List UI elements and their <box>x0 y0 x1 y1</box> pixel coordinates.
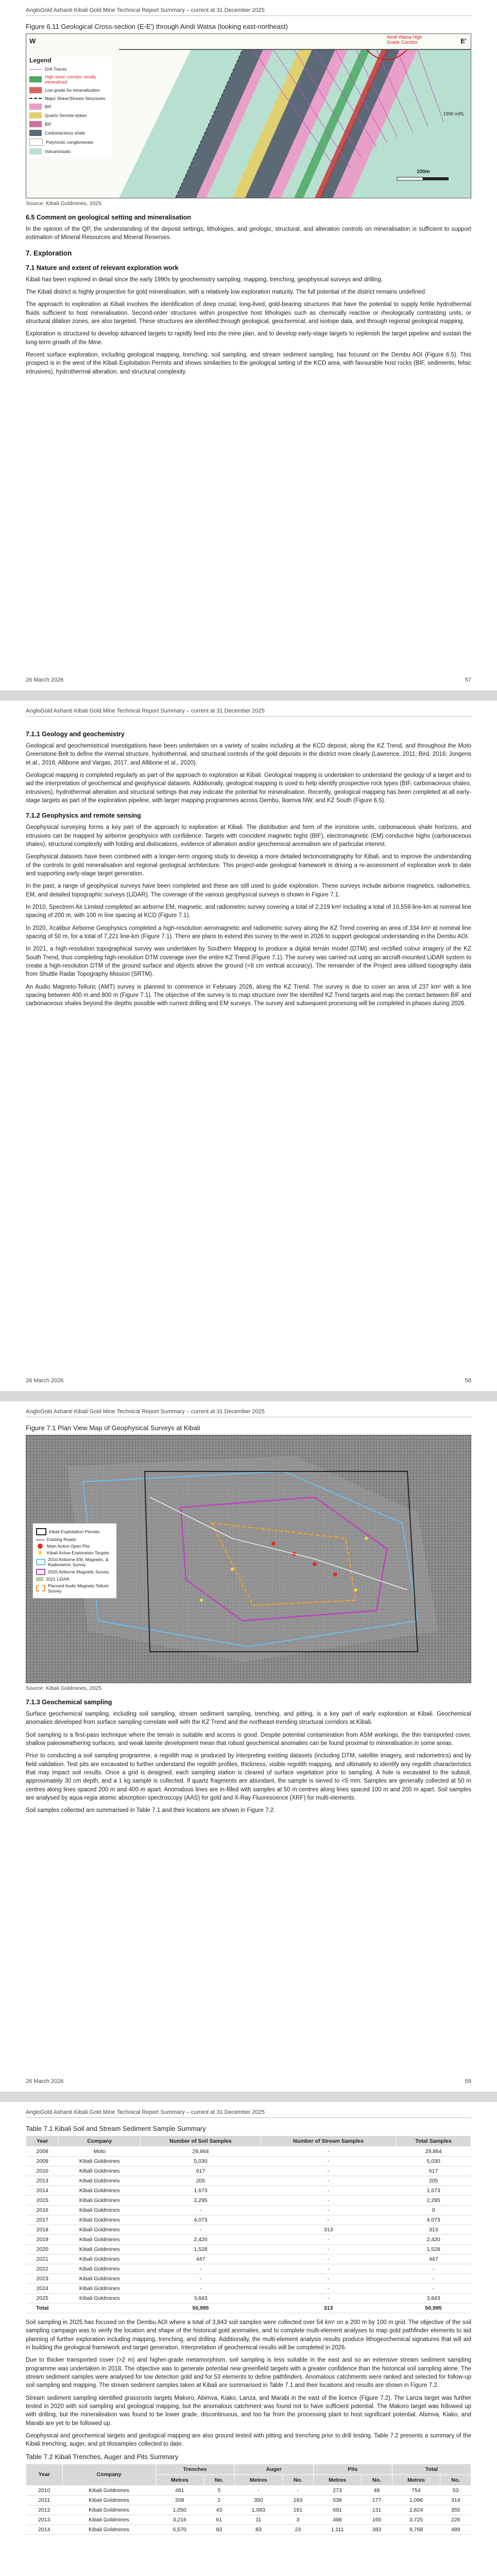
section-heading: 7.1 Nature and extent of relevant exploration work <box>26 264 179 272</box>
paragraph: Prior to conducting a soil sampling programme, a regolith map is produced by interpreting existing datasets (including DTM, satellite imagery, and radiometrics) and by field validation. Test pits are excavated to further understand the regolith profiles, thickness, visible regolith mapping, and ultimately to identify any regolith characteristics that may impact soil results. Once a grid is designed, each sampling station is cleared of surface vegetation prior to sampling. A hole is excavated to the subsoil, approximately 30 cm depth, and a 1 kg sample is collected. If quartz fragments are abundant, the sample is sieved to <5 mm. Samples are generally collected at 50 m centres along lines spaced 200 m and 400 m apart. Anomalous lines are in-filled with samples at 50 m centres along lines spaced 100 m and 200 m apart. Soil samples are analysed by aqua-regia atomic absorption spectroscopy (AAS) for gold and X-Ray Fluorescence (XRF) for multi-elements. <box>26 1753 471 1801</box>
table-cell: 617 <box>396 2166 471 2176</box>
table-cell: 183 <box>283 2495 314 2505</box>
table-cell: Kibali Goldmines <box>59 2196 141 2206</box>
table-cell: 11 <box>234 2515 282 2524</box>
table-header: Year <box>26 2464 63 2485</box>
table-cell: 2021 <box>26 2255 59 2264</box>
table-row <box>26 2215 471 2225</box>
trench-auger-pit-table <box>26 2464 471 2535</box>
paragraph: In 2020, Xcalibur Airborne Geophysics completed a high-resolution aeromagnetic and radiometric survey along the KZ Trend covering an area of 334 km² at nominal line spacing of 50 m, for a total of 7,221 line-km (Figure 7.1). There are plans to extend this survey to the west in 2026 to support geological understanding in the Dembu AOI. <box>26 925 471 940</box>
scale-label: 100m <box>417 169 430 175</box>
table-cell: - <box>261 2166 396 2176</box>
table-cell: 205 <box>141 2176 261 2186</box>
table-cell: 29,864 <box>141 2147 261 2157</box>
table-cell: 2018 <box>26 2225 59 2235</box>
table-subheader: No. <box>203 2475 234 2485</box>
table-cell: 1,050 <box>156 2505 203 2515</box>
table-cell <box>59 2303 141 2313</box>
paragraph: In the opinion of the QP, the understanding of the deposit settings, lithologies, and geologic, structural, and alteration controls on mineralisation is sufficient to support estimation of Mineral Resources and Mineral Reserves. <box>26 226 471 241</box>
header-rule <box>26 2117 471 2118</box>
paragraph: Surface geochemical sampling, including soil sampling, stream sediment sampling, trenching, and pitting, is a key part of early exploration at Kibali. Geochemical anomalies developed from surface sampling correlate well with the KZ Trend and the northeast-trending structural corridors at Kibali. <box>26 1711 471 1726</box>
table-cell: 2 <box>203 2495 234 2505</box>
table-cell: 4,073 <box>396 2215 471 2225</box>
paragraph: In 2010, Spectrem Air Limited completed an airborne EM, magnetic, and radiometric survey covering a total of 2,219 km² including a total of 10,559 line-km at nominal line spacing of 200 m, with 100 m line spacing at KCD (Figure 7.1). <box>26 904 471 919</box>
table-cell: Kibali Goldmines <box>62 2505 156 2515</box>
section-e-label: E' <box>460 37 467 45</box>
section-heading: 7.1.3 Geochemical sampling <box>26 1699 112 1706</box>
table-header: Total Samples <box>396 2136 471 2147</box>
table-cell: - <box>261 2157 396 2166</box>
table-subheader: Metres <box>313 2475 361 2485</box>
table-cell: - <box>141 2284 261 2294</box>
table-cell: 3,843 <box>396 2294 471 2303</box>
table-subheader: No. <box>283 2475 314 2485</box>
legend-item: Quartz-Sericite dykes <box>29 112 112 118</box>
table-cell: 2025 <box>26 2294 59 2303</box>
table-cell: 3,725 <box>392 2515 440 2524</box>
table-cell: 48 <box>362 2485 392 2495</box>
table-cell: 2013 <box>26 2515 63 2524</box>
table-cell: - <box>261 2196 396 2206</box>
table-cell: Moto <box>59 2147 141 2157</box>
table-cell: 2013 <box>26 2176 59 2186</box>
table-cell: 43 <box>203 2505 234 2515</box>
legend-swatch <box>29 148 42 155</box>
geophysics-map <box>26 1435 471 1683</box>
table-header: Company <box>59 2136 141 2147</box>
cross-section-figure <box>26 33 471 198</box>
elevation-label: 1990 mRL <box>443 111 465 116</box>
table-cell: Kibali Goldmines <box>59 2294 141 2303</box>
table-cell: 538 <box>313 2495 361 2505</box>
paragraph: Geophysical and geochemical targets and geological mapping are also ground tested with pitting and trenching prior to drill testing. Table 7.2 presents a summary of the Kibali trenching, auger, and pit tilosamples collected to date. <box>26 2432 471 2448</box>
paragraph: An Audio Magneto-Telluric (AMT) survey is planned to commence in February 2026, along the KZ Trend. The survey is due to cover an area of 237 km² with a line spacing between 400 m and 800 m (Figure 7.1). The objective of the survey is to map structure over the identified KZ Trend targets and map the contact between BIF and carbonaceous shales beyond the depths possible with current drilling and EM surveys. The survey and subsequent processing will be completed in phases during 2026. <box>26 984 471 1007</box>
table-cell: - <box>283 2485 314 2495</box>
table-row <box>26 2524 471 2534</box>
paragraph: Recent surface exploration, including geological mapping, trenching, soil sampling, and stream sediment sampling, has focused on the Dembu AOI (Figure 6.5). This prospect is in the west of the Kibali Exploitation Permits and shows similarities to the geological setting of the KCD area, with favourable host rocks (BIF, sediments, felsic intrusives), hydrothermal alteration, and structural complexity. <box>26 351 471 375</box>
legend-item: Existing Roads <box>36 1537 113 1542</box>
table-row <box>26 2264 471 2274</box>
table-cell: 2,295 <box>141 2196 261 2206</box>
page-60 <box>0 2102 497 2576</box>
soil-sample-table <box>26 2136 471 2313</box>
legend-item: 2010 Airborne EM, Magnetic, & Radiometric Survey <box>36 1557 113 1567</box>
legend-item: Drill Traces <box>29 66 112 72</box>
table-row <box>26 2186 471 2196</box>
table-cell: 61 <box>203 2515 234 2524</box>
table-row <box>26 2515 471 2524</box>
legend-item: BIF <box>29 121 112 127</box>
table-cell: 2016 <box>26 2206 59 2215</box>
table-cell: 83 <box>203 2524 234 2534</box>
table-cell: 181 <box>283 2505 314 2515</box>
table-row <box>26 2245 471 2255</box>
page-57 <box>0 0 497 690</box>
legend-item: Major Shear/Stream Structures <box>29 96 112 101</box>
table-cell: 2014 <box>26 2524 63 2534</box>
table-subheader: Metres <box>156 2475 203 2485</box>
table-cell: - <box>261 2245 396 2255</box>
table-cell: 1,673 <box>141 2186 261 2196</box>
paragraph: The approach to exploration at Kibali involves the identification of deep crustal, long-lived, gold-bearing structures that have the potential to supply fertile hydrothermal fluids sufficient to host mineralisation. Second-order structures within prospective host lithologies such as chemically reactive or rheologically contrasting units, or structural dilation zones, are also targeted. These structures are identified through geological, geochemical, and isotope data, and through regional geological mapping. <box>26 301 471 325</box>
table-cell: - <box>261 2264 396 2274</box>
legend-swatch <box>29 87 42 93</box>
table-cell: 29,864 <box>396 2147 471 2157</box>
page-header: AngloGold Ashanti Kibali Gold Mine Technical Report Summary – current at 31 December 2025 <box>26 7 265 13</box>
table-cell: - <box>141 2206 261 2215</box>
table-cell: 23 <box>283 2524 314 2534</box>
table-cell: 2,420 <box>141 2235 261 2245</box>
table-caption: Table 7.1 Kibali Soil and Stream Sediment Sample Summary <box>26 2125 206 2132</box>
header-rule <box>26 15 471 16</box>
table-cell: - <box>261 2215 396 2225</box>
table-row <box>26 2255 471 2264</box>
paragraph: Exploration is structured to develop advanced targets to rapidly feed into the mine plan, and to develop early-stage targets to replenish the target pipeline and sustain the long-term growth of the Mine. <box>26 331 471 346</box>
table-subheader: Metres <box>234 2475 282 2485</box>
page-header: AngloGold Ashanti Kibali Gold Mine Technical Report Summary – current at 31 December 2025 <box>26 2109 265 2115</box>
table-cell: 313 <box>396 2225 471 2235</box>
paragraph: Kibali has been explored in detail since the early 1990s by geochemistry sampling, mapping, trenching, geophysical surveys and drilling. <box>26 276 383 283</box>
table-cell: Kibali Goldmines <box>62 2485 156 2495</box>
table-cell: 5 <box>203 2485 234 2495</box>
table-cell: 2017 <box>26 2215 59 2225</box>
table-cell: 1,673 <box>396 2186 471 2196</box>
figure-caption: Figure 7.1 Plan View Map of Geophysical Surveys at Kibali <box>26 1424 200 1432</box>
paragraph: Geological mapping is completed regularly as part of the approach to exploration at Kibali. Geological mapping is undertaken to understand the geology of a target and to aid the interpretation of geochemical and geophysical datasets. Additionally, geological mapping is used to help identify prospective rock types (BIF, carbonaceous shales, intrusives), hydrothermal alteration and structural settings that may indicate the potential for mineralisation. Recently, geological mapping has been completed at all early-stage targets as part of the exploration pipeline, with larger mapping programmes across Dembu, Ikamva NW, and KZ South (Figure 6.5). <box>26 772 471 804</box>
map-legend <box>32 1523 117 1599</box>
legend-item: Carbonaceous shale <box>29 130 112 136</box>
table-cell: 481 <box>156 2485 203 2495</box>
table-cell: - <box>396 2274 471 2284</box>
table-cell: - <box>261 2147 396 2157</box>
legend-swatch <box>29 98 42 99</box>
table-cell: Kibali Goldmines <box>59 2245 141 2255</box>
page-footer: 26 March 2026 57 <box>26 677 471 683</box>
table-cell: 50,995 <box>141 2303 261 2313</box>
table-cell: 53 <box>440 2485 471 2495</box>
table-caption: Table 7.2 Kibali Trenches, Auger and Pits Summary <box>26 2452 179 2461</box>
legend-item: Low grade Au mineralization <box>29 87 112 93</box>
table-cell: 2022 <box>26 2264 59 2274</box>
table-subheader: No. <box>362 2475 392 2485</box>
legend-item: Kibali Exploitation Permits <box>36 1528 113 1535</box>
table-cell: - <box>141 2264 261 2274</box>
table-row <box>26 2147 471 2157</box>
table-cell: 2009 <box>26 2157 59 2166</box>
legend-swatch <box>29 130 42 136</box>
table-cell: 165 <box>362 2515 392 2524</box>
legend-item: High strain corridor, locally mineralized <box>29 74 112 84</box>
table-cell: 2,420 <box>396 2235 471 2245</box>
table-cell: - <box>396 2284 471 2294</box>
table-cell: 131 <box>362 2505 392 2515</box>
table-cell: 383 <box>362 2524 392 2534</box>
table-cell: 177 <box>362 2495 392 2505</box>
legend-swatch <box>29 121 42 127</box>
table-cell: Kibali Goldmines <box>59 2186 141 2196</box>
legend-item: 2020 Airborne Magnetic Survey <box>36 1569 113 1575</box>
table-cell: Kibali Goldmines <box>59 2264 141 2274</box>
table-cell: 50,995 <box>396 2303 471 2313</box>
table-cell: 355 <box>440 2505 471 2515</box>
legend-swatch <box>29 139 43 146</box>
figure-source: Source: Kibali Goldmines, 2025 <box>26 200 102 207</box>
table-cell: 5,030 <box>141 2157 261 2166</box>
table-row <box>26 2284 471 2294</box>
table-row <box>26 2176 471 2186</box>
table-cell: - <box>141 2274 261 2284</box>
table-cell: - <box>234 2485 282 2495</box>
table-cell: Total <box>26 2303 59 2313</box>
table-cell: 273 <box>313 2485 361 2495</box>
table-cell: Kibali Goldmines <box>59 2255 141 2264</box>
table-row <box>26 2274 471 2284</box>
table-cell: 314 <box>440 2495 471 2505</box>
legend-title: Legend <box>29 57 52 64</box>
page-58 <box>0 701 497 1391</box>
paragraph: Due to thicker transported cover (>2 m) and higher-grade metamorphism, soil sampling is less suitable in the east and so an extensive stream sediment sampling programme was undertaken in 2018. The objective was to generate potential new greenfield targets with a greater confidence than the historical soil sampling alone. The stream sediment samples were analysed for low detection gold and for 53 elements to define pathfinders. Anomalous catchments were ranked and selected for follow-up soil sampling and mapping. The stream sediment samples taken at Kibali are summarised in Table 7.1 and their locations and results are shown in Figure 7.2. <box>26 2357 471 2389</box>
header-rule <box>26 716 471 717</box>
legend-swatch <box>29 112 42 118</box>
legend-item: Polymictic conglomerate <box>29 139 112 146</box>
table-cell: Kibali Goldmines <box>59 2215 141 2225</box>
legend <box>29 57 112 157</box>
table-header: Trenches <box>156 2464 234 2475</box>
page-footer: 26 March 2026 58 <box>26 1378 471 1384</box>
page-header: AngloGold Ashanti Kibali Gold Mine Technical Report Summary – current at 31 December 2025 <box>26 708 265 714</box>
table-row <box>26 2495 471 2505</box>
table-header: Number of Soil Samples <box>141 2136 261 2147</box>
table-row <box>26 2196 471 2206</box>
table-cell: - <box>141 2225 261 2235</box>
table-cell: 4,073 <box>141 2215 261 2225</box>
table-cell: - <box>396 2264 471 2274</box>
table-cell: 3 <box>283 2515 314 2524</box>
legend-swatch <box>29 69 42 70</box>
table-cell: Kibali Goldmines <box>59 2157 141 2166</box>
table-cell: 228 <box>440 2515 471 2524</box>
table-row <box>26 2157 471 2166</box>
table-cell: - <box>261 2274 396 2284</box>
section-heading: 7. Exploration <box>26 249 72 257</box>
table-cell: Kibali Goldmines <box>59 2176 141 2186</box>
section-heading: 7.1.2 Geophysics and remote sensing <box>26 812 141 820</box>
pit-label: Aindi Watsa High Grade Corridor <box>387 35 422 45</box>
table-cell: 3,216 <box>156 2515 203 2524</box>
paragraph: In the past, a range of geophysical surveys have been completed and these are still used to guide exploration. These surveys include airborne magnetics, radiometrics, EM, and detailed topographic surveys (LiDAR). The coverage of the various geophysical surveys is shown in Figure 7.1. <box>26 883 471 898</box>
table-row <box>26 2294 471 2303</box>
table-cell: 1,528 <box>141 2245 261 2255</box>
paragraph: Soil sampling in 2025 has focused on the Dembu AOI where a total of 3,843 soil samples were collected over 54 km² on a 200 m by 100 m grid. The objective of the soil sampling campaign was to verify the location and shape of the historical gold anomalies, and to complete multi-element analyses to map gold pathfinder elements to aid planning of further exploration including mapping, trenching, and drilling. Additionally, the multi-element analysis results produce lithogeochemical signatures that will aid in building the geological framework and target generation. Interpretation of geochemical results will be completed in 2026. <box>26 2319 471 2351</box>
paragraph: Stream sediment sampling identified grassroots targets Makoro, Abimva, Kiako, Lanza, and Marabi in the east of the licence (Figure 7.2). The Lanza target was further tested in 2020 with soil sampling and geological mapping, but the anomalous catchment was found not to have sufficient potential. The Makoro target was followed up with drilling, but the mineralisation was found to be lower grade, discontinuous, and too far from the processing plant to host significant potential. Abimva, Kiako, and Marabi are yet to be followed up. <box>26 2395 471 2427</box>
table-cell: 2024 <box>26 2284 59 2294</box>
table-cell: 5,030 <box>396 2157 471 2166</box>
table-header: Year <box>26 2136 59 2147</box>
table-cell: 489 <box>440 2524 471 2534</box>
table-cell: 2,824 <box>392 2505 440 2515</box>
table-cell: 350 <box>234 2495 282 2505</box>
table-cell: 205 <box>396 2176 471 2186</box>
section-heading: 7.1.1 Geology and geochemistry <box>26 731 125 738</box>
table-row <box>26 2505 471 2515</box>
table-cell: - <box>261 2206 396 2215</box>
paragraph: Geophysical datasets have been combined with a longer-term ongoing study to develop a more detailed tectonostratigraphy for Kibali, and to improve the understanding of the controls to gold mineralisation and regional geological architecture. This project-wide geological framework is driving a re-assessment of exploration work to date and supporting early-stage target generation. <box>26 854 471 877</box>
table-cell: Kibali Goldmines <box>59 2225 141 2235</box>
figure-caption: Figure 6.11 Geological Cross-section (E-E') through Aindi Watsa (looking east-northeast) <box>26 23 288 30</box>
paragraph: Soil sampling is a first-pass technique where the terrain is suitable and access is good. Despite potential contamination from ASM workings, the thin transported cover, shallow paleoweathering surfaces, and weak laterite development mean that robust geochemical anomalies can be found proximal to mineralisation in some areas. <box>26 1732 471 1747</box>
table-cell: Kibali Goldmines <box>59 2235 141 2245</box>
table-cell: 1,083 <box>234 2505 282 2515</box>
table-cell: - <box>261 2186 396 2196</box>
legend-item: Kibali Active Exploration Targets <box>36 1550 113 1555</box>
table-cell: 83 <box>234 2524 282 2534</box>
legend-item: BIF <box>29 104 112 110</box>
section-heading: 6.5 Comment on geological setting and mineralisation <box>26 214 191 221</box>
table-cell: 2010 <box>26 2485 63 2495</box>
table-cell: 2,295 <box>396 2196 471 2206</box>
table-subheader: No. <box>440 2475 471 2485</box>
table-cell: - <box>261 2176 396 2186</box>
table-cell: 2014 <box>26 2186 59 2196</box>
table-subheader: Metres <box>392 2475 440 2485</box>
table-cell: - <box>261 2255 396 2264</box>
table-cell: 447 <box>396 2255 471 2264</box>
table-cell: Kibali Goldmines <box>62 2495 156 2505</box>
table-cell: 313 <box>261 2225 396 2235</box>
table-cell: 498 <box>313 2515 361 2524</box>
legend-item: Volcaniclastic <box>29 148 112 155</box>
table-cell: 1,111 <box>313 2524 361 2534</box>
table-row <box>26 2235 471 2245</box>
figure-source: Source: Kibali Goldmines, 2025 <box>26 1685 102 1691</box>
paragraph: Geophysical surveying forms a key part of the approach to exploration at Kibali. The distribution and form of the ironstone units, carbonaceous shale horizons, and intrusives can be mapped by airborne geophysics with confidence. Targets with coincident magnetic highs (BIF), electromagnetic (EM) conductive highs (carbonaceous shales), structural complexity with folding and dislocations, evidence of alteration and/or geochemical anomalism are of particular interest. <box>26 824 471 848</box>
table-cell: 447 <box>141 2255 261 2264</box>
table-cell: 2020 <box>26 2245 59 2255</box>
table-total-row <box>26 2303 471 2313</box>
table-cell: 617 <box>141 2166 261 2176</box>
table-header: Total <box>392 2464 471 2475</box>
section-w-label: W <box>29 37 36 45</box>
table-cell: - <box>261 2294 396 2303</box>
table-cell: Kibali Goldmines <box>59 2284 141 2294</box>
paragraph: Soil samples collected are summarised in Table 7.1 and their locations are shown in Figure 7.2. <box>26 1807 276 1814</box>
page-footer: 26 March 2026 59 <box>26 2078 471 2084</box>
legend-swatch <box>29 76 42 82</box>
table-cell: 9,768 <box>392 2524 440 2534</box>
table-cell: 2019 <box>26 2235 59 2245</box>
table-cell: 2012 <box>26 2505 63 2515</box>
table-cell: 1,096 <box>392 2495 440 2505</box>
table-row <box>26 2485 471 2495</box>
table-cell: Kibali Goldmines <box>62 2515 156 2524</box>
legend-swatch <box>29 104 42 110</box>
table-cell: 6,570 <box>156 2524 203 2534</box>
table-header: Company <box>62 2464 156 2485</box>
table-cell: Kibali Goldmines <box>59 2274 141 2284</box>
table-cell: 2010 <box>26 2166 59 2176</box>
legend-item: Planned Audio Magneto Telluric Survey <box>36 1583 113 1594</box>
legend-item: 2021 LiDAR <box>36 1577 113 1582</box>
table-row <box>26 2206 471 2215</box>
table-header: Number of Stream Samples <box>261 2136 396 2147</box>
page-header: AngloGold Ashanti Kibali Gold Mine Technical Report Summary – current at 31 December 2025 <box>26 1409 265 1415</box>
table-cell: 691 <box>313 2505 361 2515</box>
table-cell: 2023 <box>26 2274 59 2284</box>
table-row <box>26 2225 471 2235</box>
table-row <box>26 2166 471 2176</box>
table-cell: 0 <box>396 2206 471 2215</box>
table-cell: 3,843 <box>141 2294 261 2303</box>
paragraph: The Kibali district is highly prospective for gold mineralisation, with a relatively low exploration maturity. The full potential of the district remains undefined. <box>26 289 427 295</box>
paragraph: In 2021, a high-resolution topographical survey was undertaken by Southern Mapping to produce a digital terrain model (DTM) and rectified colour imagery of the KZ South Trend, thus completing high-resolution DTM coverage over the entire KZ Trend (Figure 7.1). The survey was carried out using an aircraft-mounted LiDAR system to create a high-resolution DTM of the ground surface and objects above the ground (<6 cm vertical accuracy). The remainder of the Project area utilised topography data from Shuttle Radar Topography Mission (SRTM). <box>26 946 471 978</box>
table-cell: 313 <box>261 2303 396 2313</box>
table-header: Pits <box>313 2464 392 2475</box>
table-cell: 1,528 <box>396 2245 471 2255</box>
table-cell: Kibali Goldmines <box>59 2206 141 2215</box>
table-cell: 754 <box>392 2485 440 2495</box>
table-cell: 2015 <box>26 2196 59 2206</box>
table-cell: Kibali Goldmines <box>62 2524 156 2534</box>
table-cell: - <box>261 2284 396 2294</box>
table-cell: - <box>261 2235 396 2245</box>
table-cell: 2008 <box>26 2147 59 2157</box>
table-cell: 2011 <box>26 2495 63 2505</box>
table-header: Auger <box>234 2464 313 2475</box>
table-cell: Kibali Goldmines <box>59 2166 141 2176</box>
table-cell: 208 <box>156 2495 203 2505</box>
page-59 <box>0 1401 497 2092</box>
legend-item: Main Active Open Pits <box>36 1544 113 1549</box>
paragraph: Geological and geochemistrical investigations have been undertaken on a variety of scales including at the KCD deposit, along the KZ Trend, and throughout the Moto Greenstone Belt to define the internal structure, hydrothermal, and structural controls of the gold deposits in the district more clearly (Lawrence, 2011; Bird, 2016; Jongens et al., 2016; Allibone and Vargas, 2017, and Allibone et al., 2020). <box>26 743 471 766</box>
